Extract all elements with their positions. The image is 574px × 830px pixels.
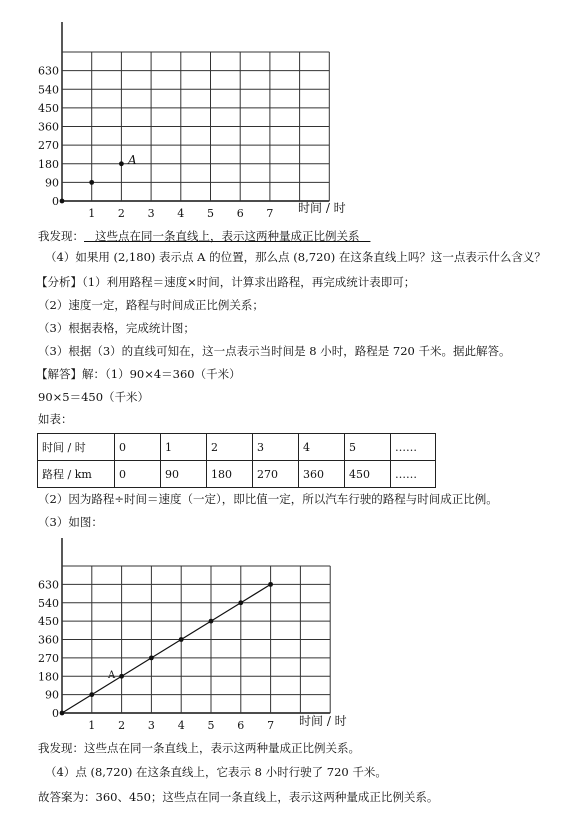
chart2-grid [62,538,330,713]
data-point [89,692,94,697]
chart-time-distance-partial [0,0,574,222]
chart1-y-ticks [38,65,59,208]
answer-5: （4）点 (8,720) 在这条直线上，它表示 8 小时行驶了 720 千米。 [45,765,387,779]
analysis-1: 【分析】（1）利用路程＝速度×时间，计算求出路程，再完成统计表即可； [36,275,416,289]
x-tick-label: 7 [266,207,274,220]
analysis-3: （3）根据表格，完成统计图； [38,321,195,335]
table-cell: 90 [161,461,207,488]
table-cell: 5 [345,434,391,461]
chart1-point-label-a: A [128,153,137,167]
chart2-y-ticks [38,578,59,720]
chart2-x-ticks [88,719,274,732]
y-tick-label: 270 [38,139,59,153]
y-tick-label: 450 [38,101,59,115]
final-answer: 故答案为：360、450；这些点在同一条直线上，表示这两种量成正比例关系。 [38,790,439,804]
data-point [238,600,243,605]
x-tick-label: 5 [207,207,214,220]
x-tick-label: 2 [118,719,126,732]
x-tick-label: 3 [147,719,155,732]
data-point [89,180,94,185]
table-cell: …… [391,461,436,488]
y-tick-label: 90 [45,688,59,702]
answer-1: 【解答】解：（1）90×4＝360（千米） [36,367,241,381]
x-tick-label: 5 [207,719,215,732]
x-tick-label: 4 [177,719,185,732]
table-cell: 360 [299,461,345,488]
table-cell: 0 [115,434,161,461]
chart2-point-label-a: A [108,670,116,681]
table-cell: 3 [253,434,299,461]
data-point [119,161,124,166]
data-point [149,655,154,660]
x-tick-label: 3 [147,207,155,220]
data-point [179,637,184,642]
x-tick-label: 1 [88,719,96,732]
x-tick-label: 4 [177,207,185,220]
table-cell: 0 [115,461,161,488]
table-cell: 450 [345,461,391,488]
x-tick-label: 2 [117,207,125,220]
y-tick-label: 450 [38,615,59,629]
chart1-x-ticks [88,207,273,220]
y-tick-label: 180 [38,157,59,171]
table-cell: 2 [207,434,253,461]
x-tick-label: 6 [237,719,245,732]
table-cell: 1 [161,434,207,461]
y-tick-label: 0 [52,707,59,720]
y-tick-label: 0 [52,195,59,208]
answer-2: 90×5＝450（千米） [38,390,150,404]
table-cell: 时间 / 时 [38,434,115,461]
finding-line-2: 我发现：这些点在同一条直线上，表示这两种量成正比例关系。 [38,741,360,755]
table-cell: 4 [299,434,345,461]
table-cell: 270 [253,461,299,488]
y-tick-label: 630 [38,64,59,78]
answer-3: （2）因为路程÷时间＝速度（一定），即比值一定，所以汽车行驶的路程与时间成正比例。 [38,492,498,506]
chart2-x-axis-label: 时间 / 时 [299,714,347,728]
y-tick-label: 90 [45,176,59,190]
y-tick-label: 540 [38,596,59,610]
question-4: （4）如果用 (2,180) 表示点 A 的位置，那么点 (8,720) 在这条直线上吗？这一点表示什么含义？ [45,250,546,264]
table-cell: …… [391,434,436,461]
y-tick-label: 180 [38,670,59,684]
table-cell: 180 [207,461,253,488]
x-tick-label: 7 [267,719,275,732]
data-point [209,619,214,624]
data-point [60,711,65,716]
data-point [119,674,124,679]
answer-4: （3）如图： [38,515,103,529]
table-row [38,461,436,488]
analysis-4: （3）根据（3）的直线可知在，这一点表示当时间是 8 小时，路程是 720 千米。据此解答。 [38,344,511,358]
y-tick-label: 360 [38,633,59,647]
finding1-blank-answer: 这些点在同一条直线上，表示这两种量成正比例关系 [84,229,371,243]
table-cell: 路程 / km [38,461,115,488]
data-point [268,582,273,587]
x-tick-label: 1 [88,207,96,220]
y-tick-label: 360 [38,120,59,134]
x-tick-label: 6 [236,207,244,220]
table-row [38,434,436,461]
table-intro: 如表： [38,412,73,426]
chart1-x-axis-label: 时间 / 时 [298,201,346,215]
data-point [60,199,65,204]
y-tick-label: 630 [38,578,59,592]
analysis-2: （2）速度一定，路程与时间成正比例关系； [38,298,264,312]
finding-line-1 [38,228,370,244]
chart-time-distance-full [0,530,574,740]
y-tick-label: 270 [38,651,59,665]
chart1-grid [62,22,329,201]
y-tick-label: 540 [38,83,59,97]
time-distance-table [37,433,436,488]
finding1-prefix: 我发现： [38,229,84,243]
